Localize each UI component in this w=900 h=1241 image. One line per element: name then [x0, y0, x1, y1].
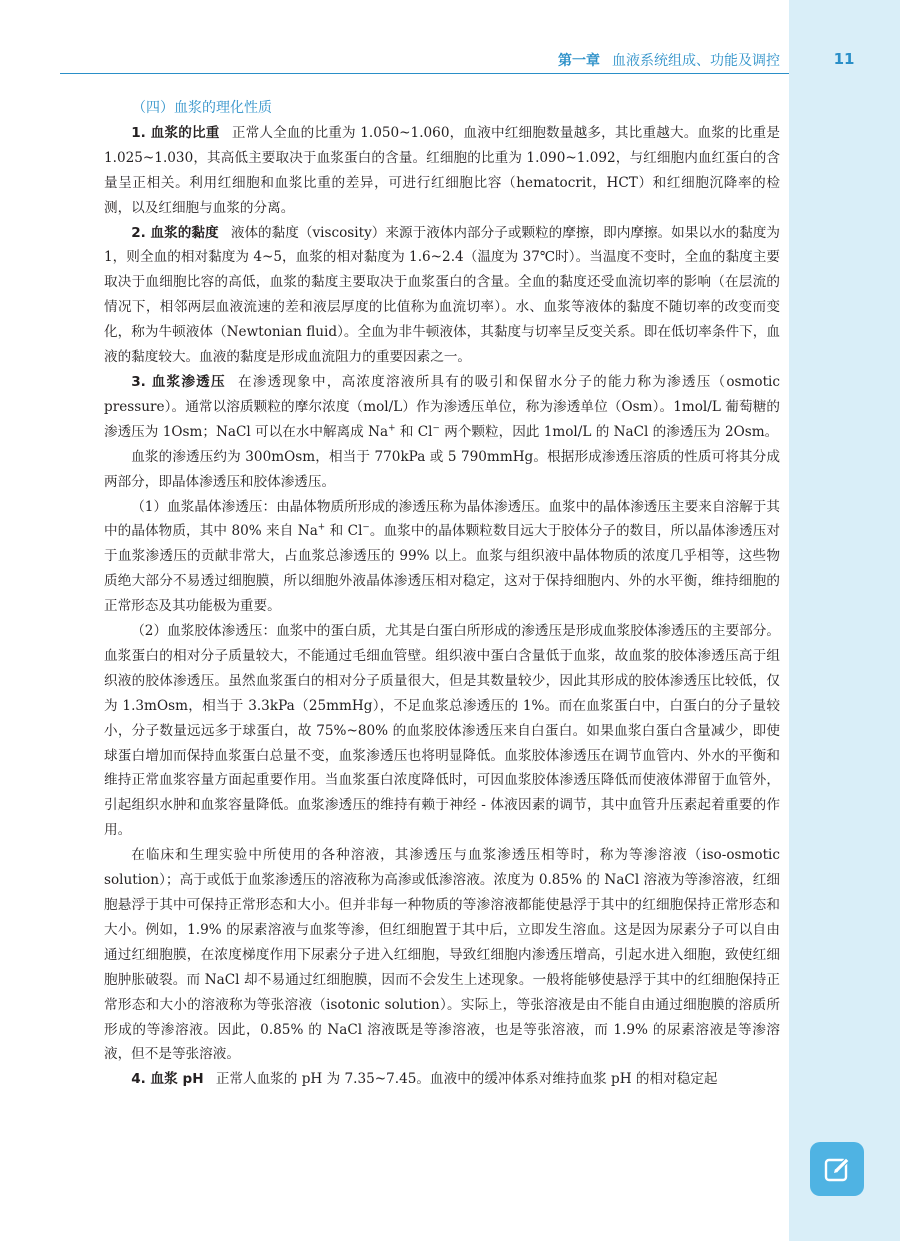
- paragraph-text: 两个颗粒，因此 1mol/L 的 NaCl 的渗透压为 2Osm。: [439, 423, 779, 440]
- superscript-minus: −: [362, 522, 370, 533]
- paragraph-text: （1）血浆晶体渗透压：由晶体物质所形成的渗透压称为晶体渗透压。血浆中的晶体渗透压主要来自溶解于其中的晶体物质，其中 80% 来自 Na: [104, 498, 780, 540]
- chapter-title: 血液系统组成、功能及调控: [612, 53, 780, 69]
- page-body: [104, 96, 780, 1092]
- header-divider: [60, 73, 789, 74]
- paragraph-plasma-ph: [104, 1067, 780, 1092]
- paragraph-colloid-osmotic-pressure: （2）血浆胶体渗透压：血浆中的蛋白质，尤其是白蛋白所形成的渗透压是形成血浆胶体渗透压的主要部分。血浆蛋白的相对分子质量较大，不能通过毛细血管壁。组织液中蛋白含量低于血浆，故血浆的胶体渗透压高于组织液的胶体渗透压。虽然血浆蛋白的相对分子质量很大，但是其数量较少，因此其形成的胶体渗透压比较低，仅为 1.3mOsm，相当于 3.3kPa（25mmHg），不足血浆总渗透压的 1%。而在血浆蛋白中，白蛋白的分子量较小，分子数量远远多于球蛋白，故 75%~80% 的血浆胶体渗透压来自白蛋白。如果血浆白蛋白含量减少，即使球蛋白增加而保持血浆蛋白总量不变，血浆渗透压也将明显降低。血浆胶体渗透压在调节血管内、外水的平衡和维持正常血浆容量方面起重要作用。当血浆蛋白浓度降低时，可因血浆胶体渗透压降低而使液体滞留于血管外，引起组织水肿和血浆容量降低。血浆渗透压的维持有赖于神经 - 体液因素的调节，其中血管升压素起着重要的作用。: [104, 623, 780, 839]
- paragraph-text: 正常人血浆的 pH 为 7.35~7.45。血液中的缓冲体系对维持血浆 pH 的相对稳定起: [215, 1071, 718, 1088]
- term-viscosity: 2. 血浆的黏度: [131, 224, 219, 241]
- superscript-plus: +: [388, 423, 396, 434]
- section-heading: （四）血浆的理化性质: [132, 100, 272, 116]
- paragraph-text: 。血浆中的晶体颗粒数目远大于胶体分子的数目，所以晶体渗透压对于血浆渗透压的贡献非常大，占血浆总渗透压的 99% 以上。血浆与组织液中晶体物质的浓度几乎相等，这些物质绝大部分不易透过细胞膜，所以细胞外液晶体渗透压相对稳定，这对于保持细胞内、外的水平衡，维持细胞的正常形态及其功能极为重要。: [104, 523, 780, 615]
- chapter-label: 第一章: [558, 53, 600, 69]
- superscript-minus: −: [432, 423, 440, 434]
- paragraph-text: 和 Cl: [395, 423, 433, 440]
- paragraph-isotonic-solutions: 在临床和生理实验中所使用的各种溶液，其渗透压与血浆渗透压相等时，称为等渗溶液（iso-osmotic solution）；高于或低于血浆渗透压的溶液称为高渗或低渗溶液。浓度为 0.85% 的 NaCl 溶液为等渗溶液，红细胞悬浮于其中可保持正常形态和大小。但并非每一种物质的等渗溶液都能使悬浮于其中的红细胞保持正常形态和大小。例如，1.9% 的尿素溶液与血浆等渗，但红细胞置于其中后，立即发生溶血。这是因为尿素分子可以自由通过红细胞膜，在浓度梯度作用下尿素分子进入红细胞，导致红细胞内渗透压增高，引起水进入细胞，致使红细胞肿胀破裂。而 NaCl 却不易通过红细胞膜，因而不会发生上述现象。一般将能够使悬浮于其中的红细胞保持正常形态和大小的溶液称为等张溶液（isotonic solution）。实际上，等张溶液是由不能自由通过细胞膜的溶质所形成的等渗溶液。因此，0.85% 的 NaCl 溶液既是等渗溶液，也是等张溶液，而 1.9% 的尿素溶液是等渗溶液，但不是等张溶液。: [104, 847, 780, 1063]
- term-specific-gravity: 1. 血浆的比重: [131, 124, 220, 141]
- side-margin-strip: [789, 0, 900, 1241]
- paragraph-text: 液体的黏度（viscosity）来源于液体内部分子或颗粒的摩擦，即内摩擦。如果以水的黏度为 1，则全血的相对黏度为 4~5，血浆的相对黏度为 1.6~2.4（温度为 37℃时）。当温度不变时，全血的黏度主要取决于血细胞比容的高低，血浆的黏度主要取决于血浆蛋白的含量。全血的黏度还受血流切率的影响（在层流的情况下，相邻两层血液流速的差和液层厚度的比值称为血流切率）。水、血浆等液体的黏度不随切率的改变而变化，称为牛顿液体（Newtonian fluid）。全血为非牛顿液体，其黏度与切率呈反变关系。即在低切率条件下，血液的黏度较大。血液的黏度是形成血流阻力的重要因素之一。: [104, 224, 781, 366]
- term-osmotic-pressure: 3. 血浆渗透压: [131, 373, 226, 390]
- paragraph-plasma-viscosity: [104, 221, 780, 370]
- paragraph-text: 正常人全血的比重为 1.050~1.060，血液中红细胞数量越多，其比重越大。血浆的比重是 1.025~1.030，其高低主要取决于血浆蛋白的含量。红细胞的比重为 1.090~1.092，与红细胞内血红蛋白的含量呈正相关。利用红细胞和血浆比重的差异，可进行红细胞比容（hematocrit，HCT）和红细胞沉降率的检测，以及红细胞与血浆的分离。: [104, 124, 780, 216]
- paragraph-text: 和 Cl: [325, 523, 363, 540]
- running-header: [558, 50, 780, 70]
- note-edit-button[interactable]: [810, 1142, 864, 1196]
- page-number: 11: [833, 50, 855, 68]
- paragraph-plasma-specific-gravity: [104, 121, 780, 221]
- note-edit-icon: [821, 1153, 853, 1185]
- paragraph-text: 在渗透现象中，高浓度溶液所具有的吸引和保留水分子的能力称为渗透压（osmotic pressure）。通常以溶质颗粒的摩尔浓度（mol/L）作为渗透压单位，称为渗透单位（Osm）。1mol/L 葡萄糖的渗透压为 1Osm；NaCl 可以在水中解离成 Na: [104, 373, 781, 440]
- term-plasma-ph: 4. 血浆 pH: [131, 1071, 204, 1088]
- superscript-plus: +: [317, 522, 326, 533]
- paragraph-osmotic-pressure: [104, 370, 780, 445]
- paragraph-plasma-osmolality: 血浆的渗透压约为 300mOsm，相当于 770kPa 或 5 790mmHg。根据形成渗透压溶质的性质可将其分成两部分，即晶体渗透压和胶体渗透压。: [104, 448, 780, 490]
- paragraph-crystal-osmotic-pressure: [104, 495, 780, 620]
